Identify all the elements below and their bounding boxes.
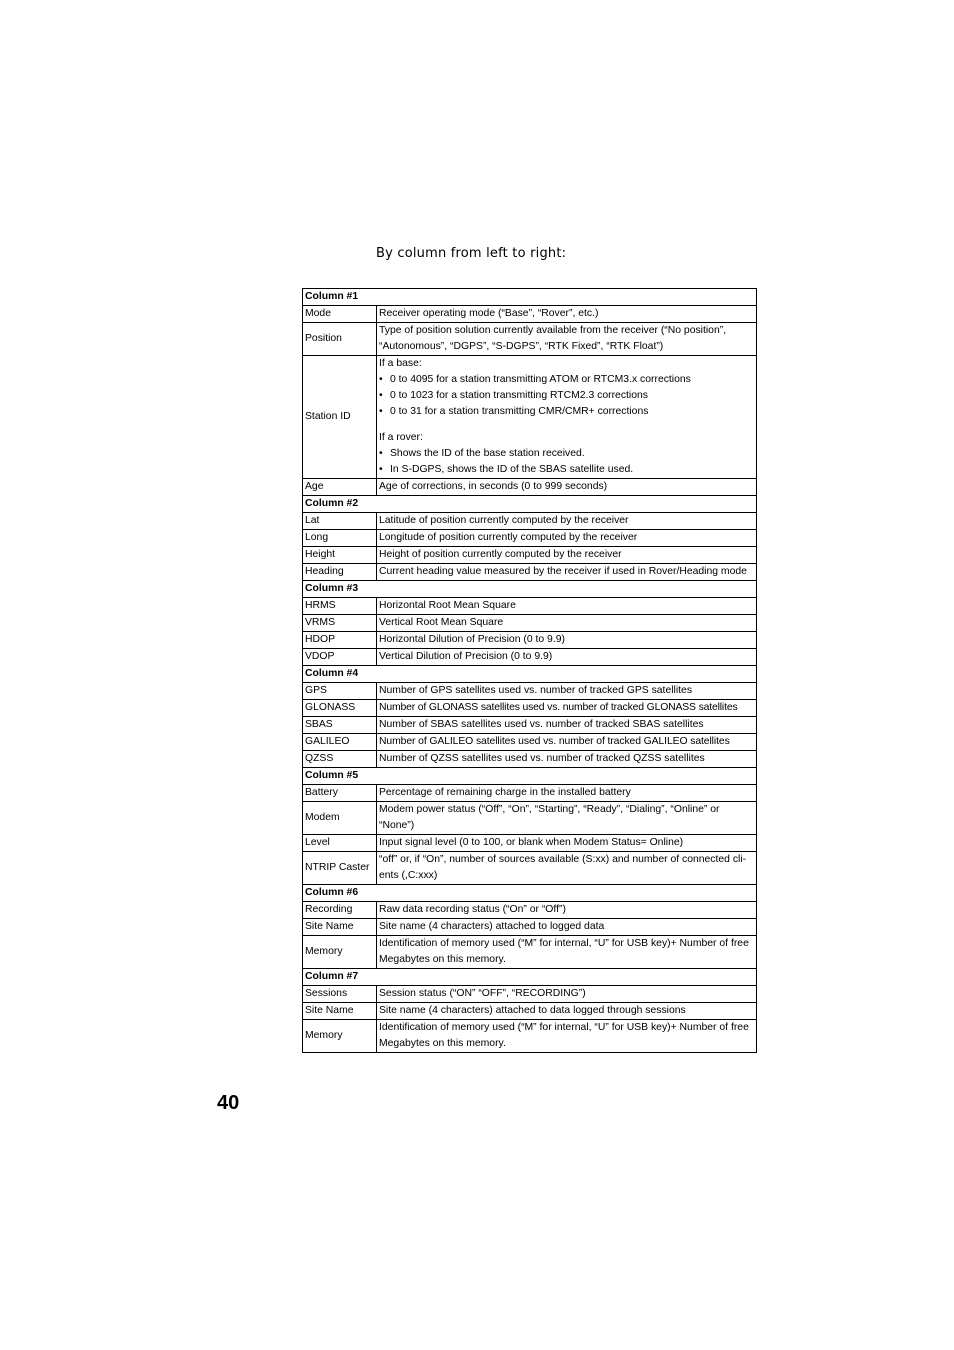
table-row (303, 513, 757, 530)
row-key: Station ID (303, 356, 377, 479)
table-row (303, 919, 757, 936)
row-key: GLONASS (303, 700, 377, 717)
rover-label: If a rover: (379, 432, 423, 443)
list-item: • In S-DGPS, shows the ID of the SBAS satellite used. (379, 462, 754, 478)
table-row (303, 632, 757, 649)
row-value: Longitude of position currently computed by the receiver (377, 530, 757, 547)
row-key: GALILEO (303, 734, 377, 751)
table-row (303, 785, 757, 802)
row-value: Session status (“ON” “OFF”, “RECORDING”) (377, 986, 757, 1003)
table-row (303, 852, 757, 885)
table-row (303, 564, 757, 581)
section-title: Column #6 (303, 885, 757, 902)
row-value (377, 356, 757, 479)
row-key: Height (303, 547, 377, 564)
section-title: Column #4 (303, 666, 757, 683)
section-title: Column #5 (303, 768, 757, 785)
row-key: Site Name (303, 919, 377, 936)
section-header-row (303, 289, 757, 306)
table-row (303, 598, 757, 615)
table-row (303, 530, 757, 547)
row-value: Receiver operating mode (“Base”, “Rover”, etc.) (377, 306, 757, 323)
row-value: Site name (4 characters) attached to logged data (377, 919, 757, 936)
section-header-row (303, 885, 757, 902)
row-key: Memory (303, 1020, 377, 1053)
section-title: Column #3 (303, 581, 757, 598)
list-item: • 0 to 31 for a station transmitting CMR/CMR+ corrections (379, 404, 754, 420)
row-key: Recording (303, 902, 377, 919)
row-value: Number of GLONASS satellites used vs. number of tracked GLONASS satellites (377, 700, 757, 717)
section-title: Column #1 (303, 289, 757, 306)
rover-list (379, 446, 754, 478)
section-header-row (303, 496, 757, 513)
row-key: HDOP (303, 632, 377, 649)
row-value: Number of QZSS satellites used vs. number of tracked QZSS satellites (377, 751, 757, 768)
row-key: Site Name (303, 1003, 377, 1020)
list-item: • 0 to 1023 for a station transmitting RTCM2.3 corrections (379, 388, 754, 404)
row-value: Horizontal Dilution of Precision (0 to 9.9) (377, 632, 757, 649)
section-header-row (303, 666, 757, 683)
section-title: Column #7 (303, 969, 757, 986)
list-item: • 0 to 4095 for a station transmitting ATOM or RTCM3.x corrections (379, 372, 754, 388)
table-row (303, 835, 757, 852)
table-row (303, 986, 757, 1003)
row-value: Height of position currently computed by the receiver (377, 547, 757, 564)
row-key: Sessions (303, 986, 377, 1003)
table-row (303, 1003, 757, 1020)
row-value: Input signal level (0 to 100, or blank when Modem Status= Online) (377, 835, 757, 852)
list-item: • Shows the ID of the base station received. (379, 446, 754, 462)
table-row (303, 717, 757, 734)
row-value: Type of position solution currently available from the receiver (“No position”, “Autonomous”, “DGPS”, “S-DGPS”, “RTK Fixed”, “RTK Float”) (377, 323, 757, 356)
row-value: Raw data recording status (“On” or “Off”) (377, 902, 757, 919)
table-row (303, 547, 757, 564)
row-value: Number of SBAS satellites used vs. number of tracked SBAS satellites (377, 717, 757, 734)
row-key: Mode (303, 306, 377, 323)
table-row (303, 479, 757, 496)
table-row (303, 615, 757, 632)
row-key: Modem (303, 802, 377, 835)
row-value: Vertical Dilution of Precision (0 to 9.9) (377, 649, 757, 666)
row-key: SBAS (303, 717, 377, 734)
section-header-row (303, 581, 757, 598)
table-row (303, 751, 757, 768)
row-key: Level (303, 835, 377, 852)
section-header-row (303, 969, 757, 986)
row-value: Horizontal Root Mean Square (377, 598, 757, 615)
table-row (303, 323, 757, 356)
row-key: NTRIP Caster (303, 852, 377, 885)
row-value: Modem power status (“Off”, “On”, “Starting”, “Ready”, “Dialing”, “Online” or “None”) (377, 802, 757, 835)
table-row (303, 902, 757, 919)
base-list (379, 372, 754, 420)
intro-text: By column from left to right: (376, 246, 567, 261)
row-value: Identification of memory used (“M” for internal, “U” for USB key)+ Number of free Megabytes on this memory. (377, 1020, 757, 1053)
row-value: Percentage of remaining charge in the installed battery (377, 785, 757, 802)
row-value: Latitude of position currently computed by the receiver (377, 513, 757, 530)
row-value: Current heading value measured by the receiver if used in Rover/Heading mode (377, 564, 757, 581)
row-value: Site name (4 characters) attached to data logged through sessions (377, 1003, 757, 1020)
row-value: Vertical Root Mean Square (377, 615, 757, 632)
row-key: VRMS (303, 615, 377, 632)
row-key: VDOP (303, 649, 377, 666)
row-value: Number of GPS satellites used vs. number of tracked GPS satellites (377, 683, 757, 700)
section-title: Column #2 (303, 496, 757, 513)
row-value: Identification of memory used (“M” for internal, “U” for USB key)+ Number of free Megabytes on this memory. (377, 936, 757, 969)
table-row (303, 936, 757, 969)
row-key: Position (303, 323, 377, 356)
table-row (303, 649, 757, 666)
table-row (303, 734, 757, 751)
row-key: GPS (303, 683, 377, 700)
row-key: HRMS (303, 598, 377, 615)
table-row (303, 356, 757, 479)
row-key: Age (303, 479, 377, 496)
row-value: Age of corrections, in seconds (0 to 999 seconds) (377, 479, 757, 496)
table-row (303, 700, 757, 717)
row-key: Long (303, 530, 377, 547)
table-row (303, 683, 757, 700)
row-key: Heading (303, 564, 377, 581)
page-number: 40 (217, 1092, 240, 1114)
table-row (303, 1020, 757, 1053)
row-value: Number of GALILEO satellites used vs. number of tracked GALILEO satellites (377, 734, 757, 751)
row-value: “off” or, if “On”, number of sources available (S:xx) and number of connected cli-ents (,C:xxx) (377, 852, 757, 885)
row-key: Lat (303, 513, 377, 530)
column-description-table (302, 288, 757, 1053)
section-header-row (303, 768, 757, 785)
row-key: Memory (303, 936, 377, 969)
base-label: If a base: (379, 358, 422, 369)
table-row (303, 802, 757, 835)
row-key: QZSS (303, 751, 377, 768)
table-row (303, 306, 757, 323)
row-key: Battery (303, 785, 377, 802)
